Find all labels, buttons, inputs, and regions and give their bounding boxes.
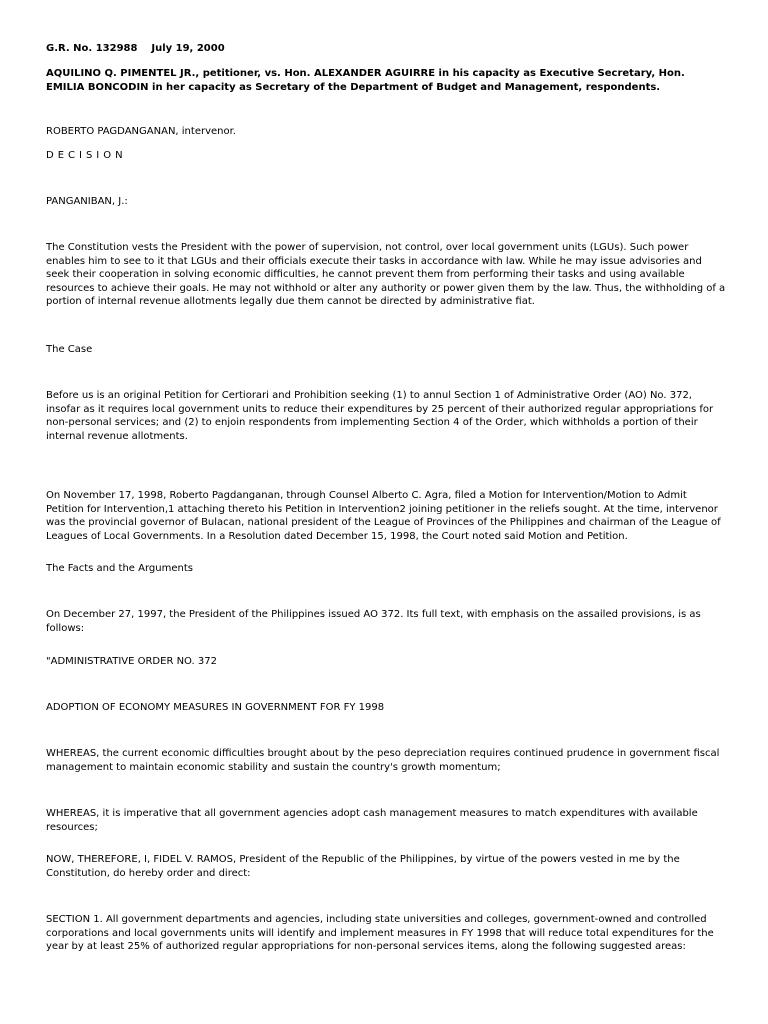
intro-paragraph: The Constitution vests the President with the power of supervision, not control, over local government units (LGUs). Such power enables him to see to it that LGUs and their officials execute their tasks in accordance with law. While he may issue advisories and seek their cooperation in solving economic difficulties, he cannot prevent them from performing their tasks and using available resources to achieve their goals. He may not withhold or alter any authority or power given them by the law. Thus, the withholding of a portion of internal revenue allotments legally due them cannot be directed by administrative fiat. — [46, 242, 729, 307]
section-heading-case: The Case — [46, 344, 93, 355]
section-1-text: SECTION 1. All government departments and agencies, including state universities and colleges, government-owned and controlled corporations and local governments units will identify and implement measures in FY 1998 that will reduce total expenditures for the year by at least 25% of authorized regular appropriations for non-personal services items, along the following suggested areas: — [46, 914, 717, 952]
section-heading-facts: The Facts and the Arguments — [46, 563, 193, 574]
facts-paragraph: On December 27, 1997, the President of the Philippines issued AO 372. Its full text, with emphasis on the assailed provisions, is as follows: — [46, 609, 704, 634]
ao-subject: ADOPTION OF ECONOMY MEASURES IN GOVERNMENT FOR FY 1998 — [46, 702, 385, 713]
now-therefore-clause: NOW, THEREFORE, I, FIDEL V. RAMOS, President of the Republic of the Philippines, by virtue of the powers vested in me by the Constitution, do hereby order and direct: — [46, 854, 683, 879]
case-parties: AQUILINO Q. PIMENTEL JR., petitioner, vs. Hon. ALEXANDER AGUIRRE in his capacity as Executive Secretary, Hon. EMILIA BONCODIN in her capacity as Secretary of the Department of Budget and Management, respondents. — [46, 68, 689, 93]
case-paragraph: Before us is an original Petition for Certiorari and Prohibition seeking (1) to annul Section 1 of Administrative Order (AO) No. 372, insofar as it requires local government units to reduce their expenditures by 25 percent of their authorized regular appropriations for non-personal services; and (2) to enjoin respondents from implementing Section 4 of the Order, which withholds a portion of their internal revenue allotments. — [46, 390, 717, 442]
ao-title: "ADMINISTRATIVE ORDER NO. 372 — [46, 656, 217, 667]
whereas-clause-2: WHEREAS, it is imperative that all government agencies adopt cash management measures to match expenditures with available resources; — [46, 808, 701, 833]
decision-heading: DECISION — [46, 150, 127, 161]
whereas-clause-1: WHEREAS, the current economic difficulties brought about by the peso depreciation requires continued prudence in government fiscal management to maintain economic stability and sustain the country's growth momentum; — [46, 748, 723, 773]
case-number-date: G.R. No. 132988 July 19, 2000 — [46, 43, 225, 54]
intervenor-line: ROBERTO PAGDANGANAN, intervenor. — [46, 126, 236, 137]
ponente-line: PANGANIBAN, J.: — [46, 196, 128, 207]
intervention-paragraph: On November 17, 1998, Roberto Pagdanganan, through Counsel Alberto C. Agra, filed a Motion for Intervention/Motion to Admit Petition for Intervention,1 attaching thereto his Petition in Intervention2 joining petitioner in the reliefs sought. At the time, intervenor was the provincial governor of Bulacan, national president of the League of Provinces of the Philippines and chairman of the League of Leagues of Local Governments. In a Resolution dated December 15, 1998, the Court noted said Motion and Petition. — [46, 490, 724, 542]
